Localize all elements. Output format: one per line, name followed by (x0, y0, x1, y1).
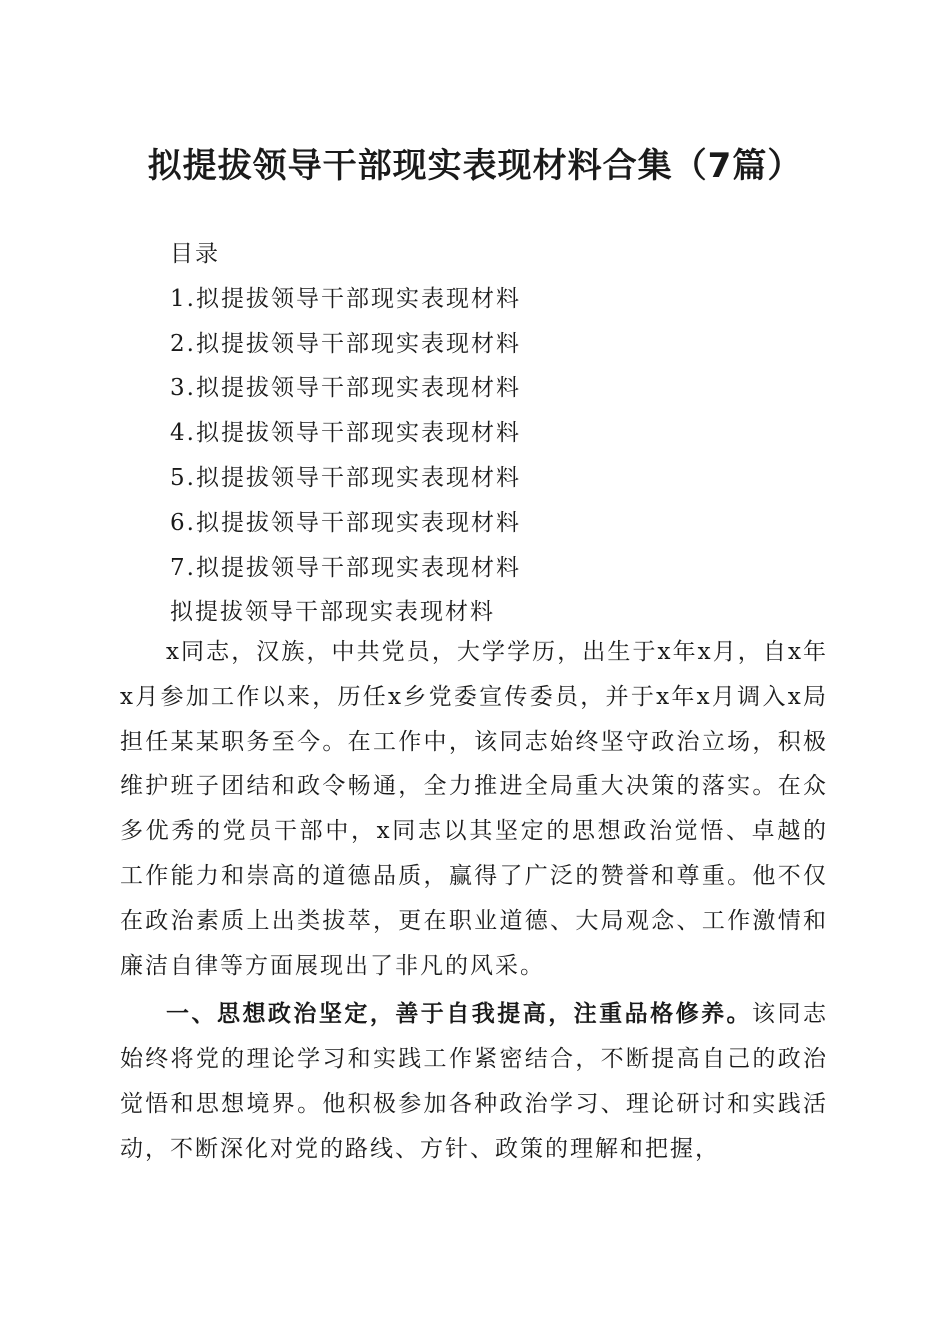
toc-item-4: 4.拟提拔领导干部现实表现材料 (170, 420, 521, 447)
toc-item-3: 3.拟提拔领导干部现实表现材料 (170, 375, 521, 402)
toc-item-5: 5.拟提拔领导干部现实表现材料 (170, 464, 521, 491)
document-title: 拟提拔领导干部现实表现材料合集（7篇） (147, 146, 803, 186)
section-one-heading: 一、思想政治坚定，善于自我提高，注重品格修养。 (166, 1001, 753, 1028)
paragraph-section-one (120, 992, 828, 1171)
toc-item-1: 1.拟提拔领导干部现实表现材料 (170, 285, 521, 312)
document-body (120, 630, 828, 1172)
section-title: 拟提拔领导干部现实表现材料 (170, 599, 495, 626)
toc-item-7: 7.拟提拔领导干部现实表现材料 (170, 554, 521, 581)
table-of-contents (170, 232, 521, 635)
section-one-text: 该同志始终将党的理论学习和实践工作紧密结合，不断提高自己的政治觉悟和思想境界。他积极参加各种政治学习、理论研讨和实践活动，不断深化对党的路线、方针、政策的理解和把握， (120, 1001, 829, 1162)
toc-heading: 目录 (170, 241, 220, 267)
toc-item-2: 2.拟提拔领导干部现实表现材料 (170, 330, 521, 357)
paragraph-intro: x同志，汉族，中共党员，大学学历，出生于x年x月，自x年x月参加工作以来，历任x乡党委宣传委员，并于x年x月调入x局担任某某职务至今。在工作中，该同志始终坚守政治立场，积极维护班子团结和政令畅通，全力推进全局重大决策的落实。在众多优秀的党员干部中，x同志以其坚定的思想政治觉悟、卓越的工作能力和崇高的道德品质，赢得了广泛的赞誉和尊重。他不仅在政治素质上出类拔萃，更在职业道德、大局观念、工作激情和廉洁自律等方面展现出了非凡的风采。 (120, 639, 828, 979)
toc-item-6: 6.拟提拔领导干部现实表现材料 (170, 509, 521, 536)
